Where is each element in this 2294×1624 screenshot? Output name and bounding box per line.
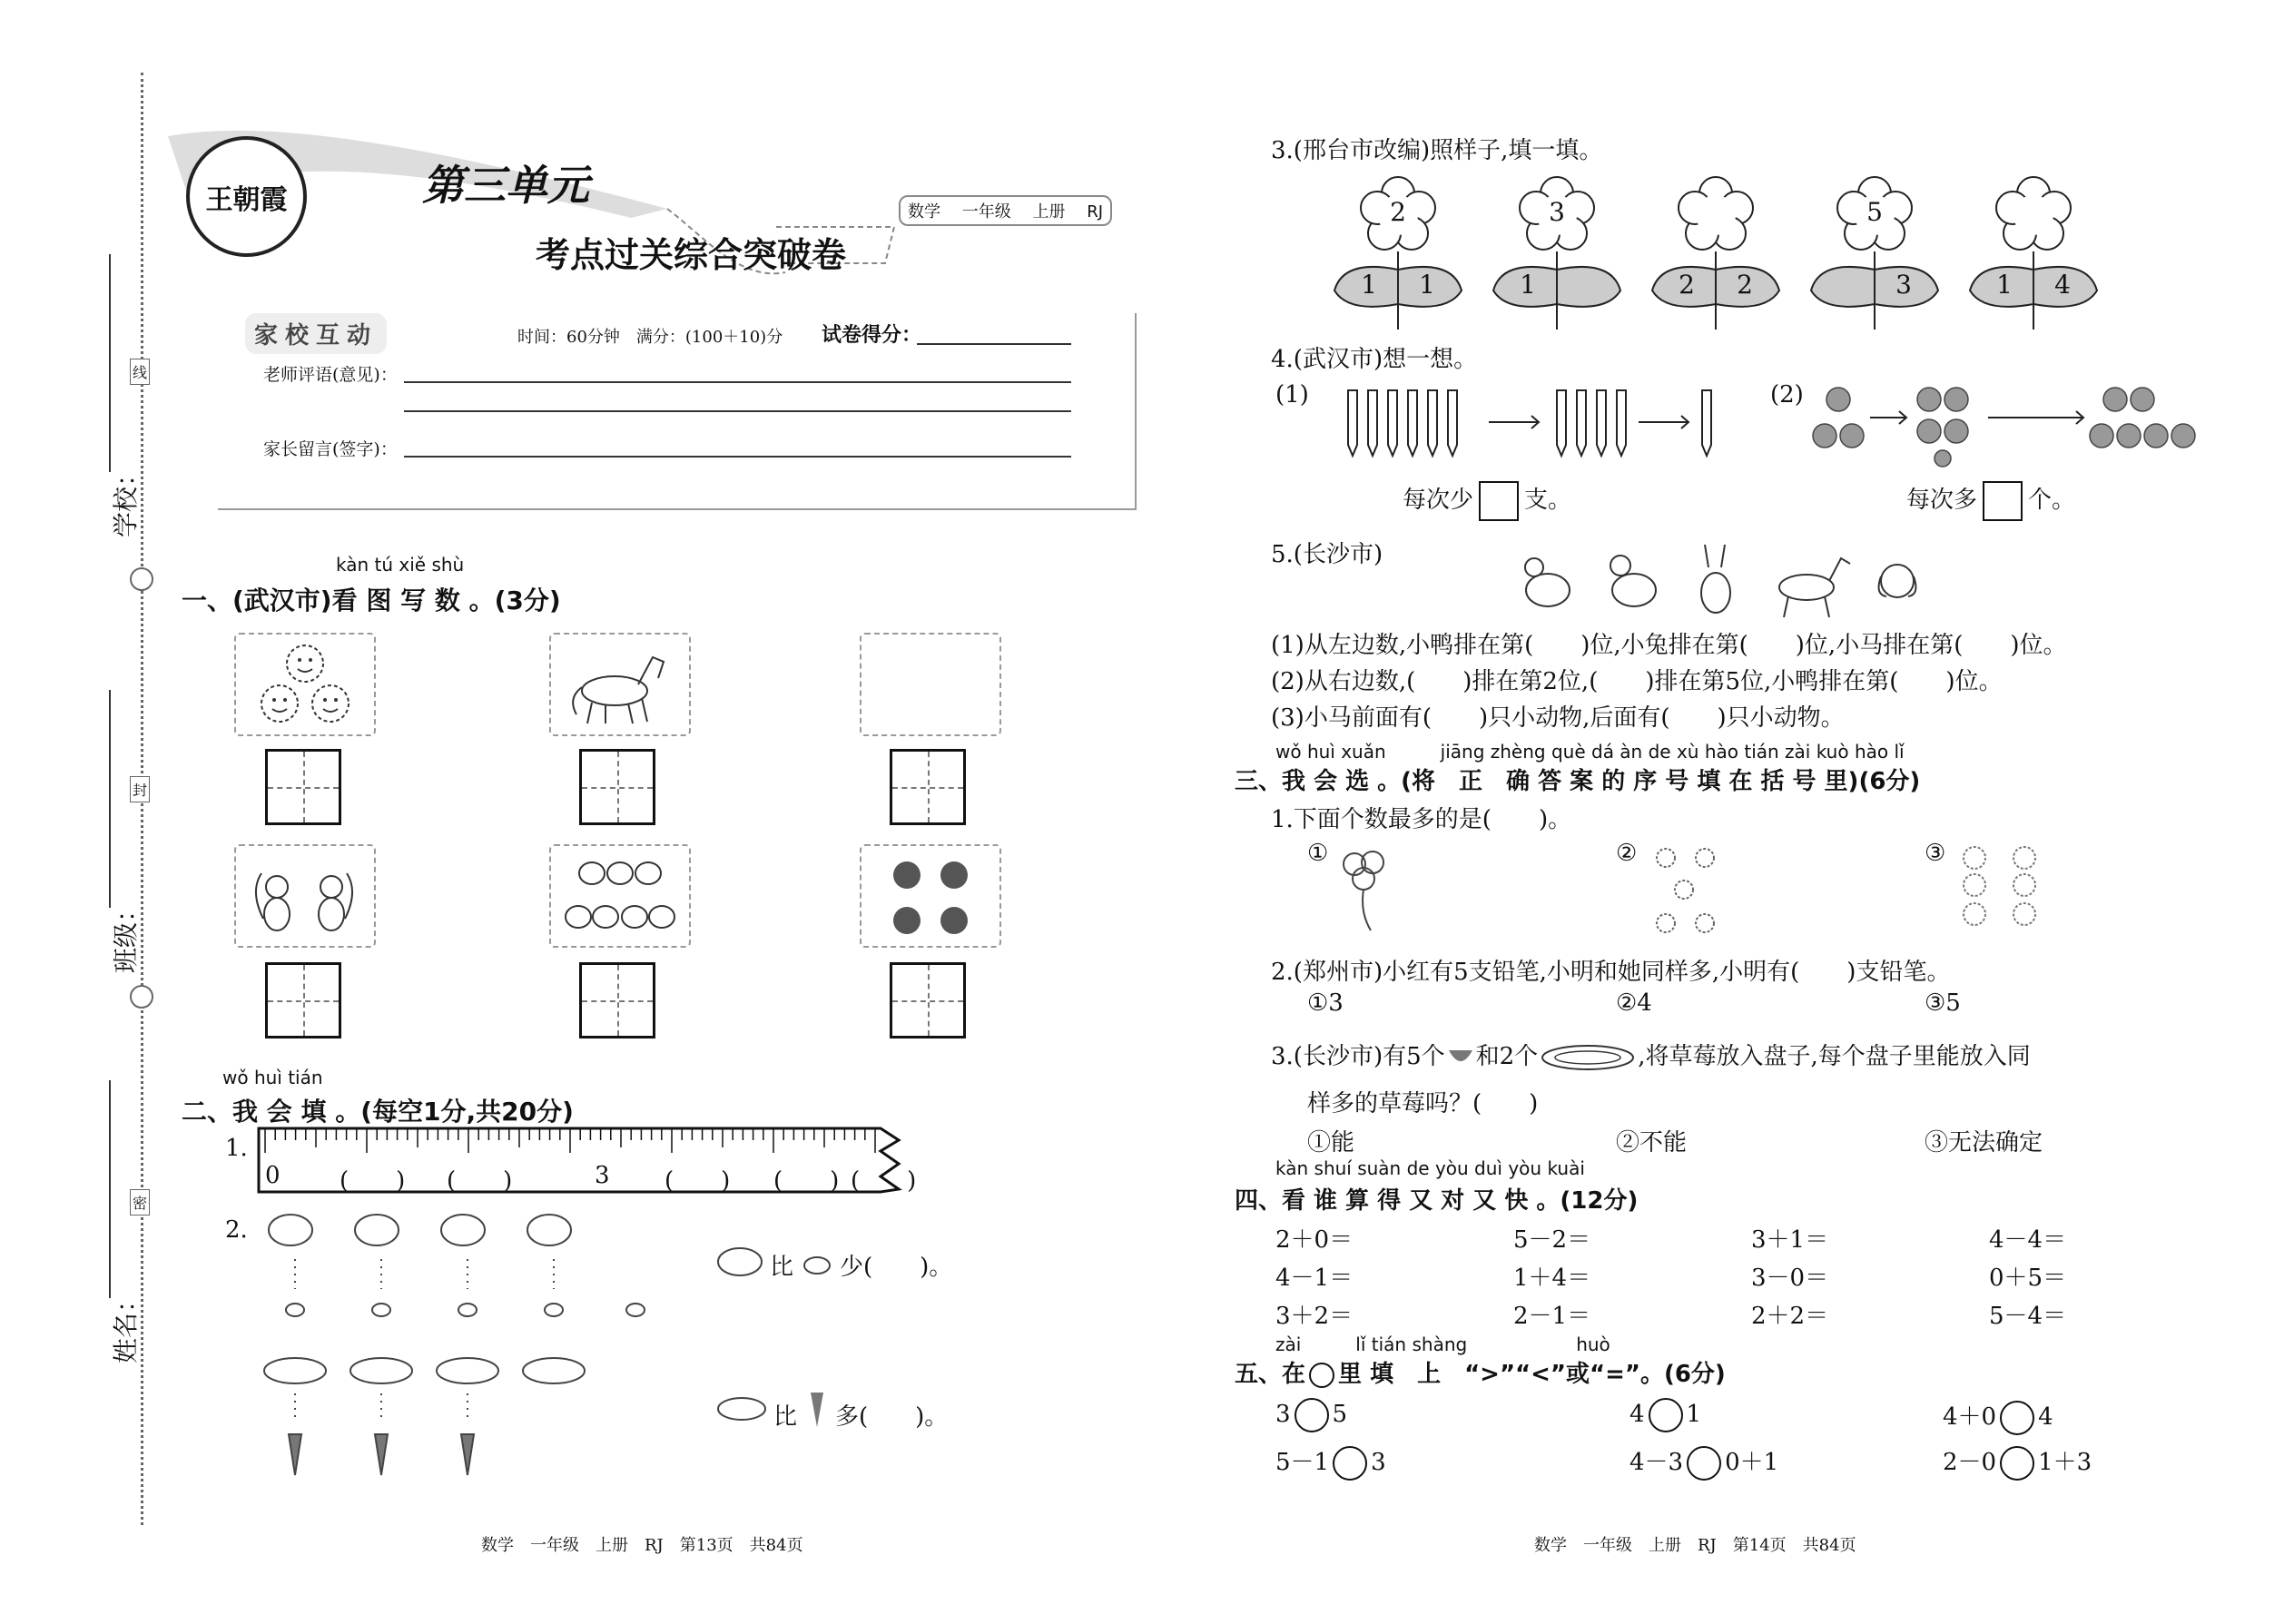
calc-item[interactable]: 1＋4＝	[1513, 1265, 1591, 1292]
compare-left: 5－1	[1275, 1449, 1330, 1476]
q5-line-1[interactable]: (1)从左边数,小鸭排在第( )位,小兔排在第( )位,小马排在第( )位。	[1271, 632, 2067, 659]
header-tags	[899, 195, 1112, 226]
flower-top-number: 3	[1549, 197, 1565, 227]
flower-1	[1330, 168, 1466, 331]
calc-item[interactable]: 3－0＝	[1751, 1265, 1829, 1292]
flower-top-number: 2	[1390, 197, 1406, 227]
compare-left: 4	[1629, 1401, 1645, 1428]
calc-item[interactable]: 0＋5＝	[1989, 1265, 2067, 1292]
teacher-comment-line-2[interactable]	[404, 410, 1071, 412]
s5-title-b: 里 填 上 “>”“<”或“=”。(6分)	[1338, 1361, 1726, 1388]
s3-q3	[1271, 1038, 2031, 1074]
compare-right: 0＋1	[1725, 1449, 1779, 1476]
compare1-worm-icon	[799, 1253, 835, 1278]
picture-pumpkins	[549, 844, 691, 948]
compare-item	[1629, 1443, 1778, 1481]
compare-circle[interactable]	[2000, 1401, 2034, 1435]
q5-line-3[interactable]: (3)小马前面有( )只小动物,后面有( )只小动物。	[1271, 704, 1845, 732]
flower-shape	[1648, 168, 1784, 331]
s3-q1[interactable]: 1.下面个数最多的是( )。	[1271, 806, 1572, 833]
class-field[interactable]	[86, 690, 142, 980]
calc-item[interactable]: 2－1＝	[1513, 1303, 1591, 1330]
flower-top-number: 5	[1866, 197, 1883, 227]
flowers-row	[1330, 168, 2120, 331]
footer-left: 数学 一年级 上册 RJ 第13页 共84页	[481, 1536, 803, 1555]
compare1-text	[770, 1248, 793, 1282]
score-blank[interactable]	[917, 343, 1071, 345]
binding-mark-1: 线	[130, 359, 150, 385]
compare-item	[1275, 1398, 1347, 1432]
s3-q2[interactable]: 2.(郑州市)小红有5支铅笔,小明和她同样多,小明有( )支铅笔。	[1271, 959, 1951, 986]
binding-circle-2	[130, 985, 153, 1009]
apples-diagram	[1811, 377, 2210, 468]
answer-grid-2[interactable]	[579, 749, 655, 825]
calc-item[interactable]: 5－2＝	[1513, 1226, 1591, 1254]
flower-left-number: 2	[1679, 270, 1695, 300]
s3-q1-opt3[interactable]: ③	[1925, 840, 1946, 867]
s3-q3-opt1[interactable]: ①能	[1307, 1129, 1355, 1156]
compare-circle[interactable]	[1333, 1446, 1367, 1481]
compare-right: 1＋3	[2038, 1449, 2092, 1476]
tag-edition: RJ	[1087, 202, 1104, 221]
compare2-bi: 比	[773, 1403, 798, 1431]
calc-item[interactable]: 4－1＝	[1275, 1265, 1354, 1292]
compare-item	[1629, 1398, 1701, 1432]
compare-circle[interactable]	[1687, 1446, 1721, 1481]
flower-shape	[1330, 168, 1466, 331]
school-label: 学校：	[111, 460, 142, 538]
s3-q2-opt3[interactable]: ③5	[1925, 989, 1961, 1017]
answer-grid-3[interactable]	[890, 749, 966, 825]
pencil-mark	[1702, 390, 1711, 456]
strawberry-icon	[1445, 1045, 1476, 1070]
pencil-mark	[1448, 390, 1457, 456]
s3-q3-opt3[interactable]: ③无法确定	[1925, 1129, 2043, 1156]
flower-right-number: 2	[1737, 270, 1753, 300]
answer-grid-4[interactable]	[265, 962, 341, 1038]
tag-subject: 数学	[908, 202, 940, 221]
compare-circle[interactable]	[2000, 1446, 2034, 1481]
answer-grid-1[interactable]	[265, 749, 341, 825]
compare-circle[interactable]	[1649, 1398, 1683, 1432]
calc-item[interactable]: 2＋2＝	[1751, 1303, 1829, 1330]
flower-left-number: 1	[1520, 270, 1536, 300]
compare-right: 1	[1686, 1401, 1702, 1428]
balloons-icon	[1334, 844, 1398, 935]
q4-2-ans-a: 每次多	[1906, 487, 1978, 514]
s3-q1-opt2[interactable]: ②	[1616, 840, 1638, 867]
s4-title: 四、看 谁 算 得 又 对 又 快 。(12分)	[1235, 1187, 1639, 1215]
compare-circle[interactable]	[1295, 1398, 1329, 1432]
flower-right-number: 3	[1895, 270, 1912, 300]
compare-left: 4＋0	[1943, 1403, 1997, 1431]
picture-smileys	[234, 633, 376, 736]
s2-q2-number: 2.	[225, 1216, 248, 1244]
s5-pinyin: zài lǐ tián shàng huò	[1275, 1334, 1610, 1355]
s4-pinyin: kàn shuí suàn de yòu duì yòu kuài	[1275, 1157, 1585, 1179]
pencil-mark	[1368, 390, 1377, 456]
s3-q2-opt2[interactable]: ②4	[1616, 989, 1652, 1017]
flower-5	[1965, 168, 2102, 331]
exam-meta: 时间：60分钟 满分：(100＋10)分	[517, 328, 783, 347]
suns-icon	[1643, 840, 1725, 940]
compare2-rabbit-icon	[713, 1389, 771, 1425]
ruler-blank-5[interactable]: ( )	[773, 1167, 840, 1195]
flower-shape	[1489, 168, 1625, 331]
footer-right: 数学 一年级 上册 RJ 第14页 共84页	[1534, 1536, 1856, 1555]
flower-left-number: 1	[1361, 270, 1377, 300]
ruler-blank-4[interactable]: ( )	[665, 1167, 731, 1195]
pencil-mark	[1617, 390, 1626, 456]
flower-shape	[1965, 168, 2102, 331]
s3-pinyin: wǒ huì xuǎn jiāng zhèng què dá àn de xù hào tián zài kuò hào lǐ	[1275, 741, 1905, 763]
s2-pinyin: wǒ huì tián	[222, 1067, 323, 1088]
compare2-text	[773, 1398, 797, 1432]
r-q3: 3.(邢台市改编)照样子,填一填。	[1271, 137, 1603, 164]
name-field[interactable]	[86, 1080, 142, 1371]
s3-q3-c: ,将草莓放入盘子,每个盘子里能放入同	[1638, 1043, 2031, 1070]
s2-q1-number: 1.	[225, 1135, 248, 1162]
compare-right: 5	[1332, 1401, 1348, 1428]
compare-left: 2－0	[1943, 1449, 1997, 1476]
teacher-comment-line-1[interactable]	[404, 381, 1071, 383]
s2-title: 二、我 会 填 。(每空1分,共20分)	[182, 1097, 574, 1127]
calc-grid	[1275, 1221, 2111, 1339]
s3-q3-line2[interactable]: 样多的草莓吗？( )	[1307, 1090, 1539, 1117]
teacher-comment-label: 老师评语(意见)：	[263, 365, 398, 385]
ruler-blank-6[interactable]: ( )	[851, 1167, 917, 1195]
ruler-blank-2[interactable]: ( )	[447, 1167, 513, 1195]
flower-right-number: 1	[1419, 270, 1435, 300]
compare-right: 3	[1371, 1449, 1386, 1476]
parent-note-line[interactable]	[404, 456, 1071, 458]
r-q5: 5.(长沙市)	[1271, 541, 1383, 568]
calc-item[interactable]: 5－4＝	[1989, 1303, 2067, 1330]
calc-item[interactable]: 3＋2＝	[1275, 1303, 1354, 1330]
compare1-chick-icon	[713, 1244, 767, 1280]
compare1-blank[interactable]: 少( )。	[840, 1254, 953, 1281]
s3-q3-b: 和2个	[1475, 1043, 1539, 1070]
tag-volume: 上册	[1032, 202, 1066, 221]
pencil-mark	[1597, 390, 1606, 456]
logo-text: 王朝霞	[205, 183, 288, 216]
school-field[interactable]	[86, 254, 142, 545]
compare-left: 4－3	[1629, 1449, 1684, 1476]
class-label: 班级：	[111, 896, 142, 974]
s3-q3-a: 3.(长沙市)有5个	[1271, 1043, 1445, 1070]
flower-left-number: 1	[1996, 270, 2013, 300]
compare-grid	[1275, 1398, 2111, 1498]
pencil-mark	[1388, 390, 1397, 456]
flower-right-number: 4	[2054, 270, 2071, 300]
binding-circle-1	[130, 567, 153, 591]
s3-q3-opt2[interactable]: ②不能	[1616, 1129, 1688, 1156]
tag-grade: 一年级	[961, 202, 1011, 221]
compare-item	[1943, 1398, 2053, 1435]
q4-1-ans-a: 每次少	[1403, 487, 1474, 514]
binding-mark-2: 封	[130, 776, 150, 802]
plate-icon	[1538, 1041, 1638, 1074]
flower-2	[1489, 168, 1625, 331]
compare-left: 3	[1275, 1401, 1291, 1428]
q4-2-answer-box[interactable]	[1983, 481, 2023, 521]
pencil-mark	[1557, 390, 1566, 456]
ruler-blank-1[interactable]: ( )	[340, 1167, 406, 1195]
calc-item[interactable]: 4－4＝	[1989, 1226, 2067, 1254]
animals-row	[1507, 540, 1934, 622]
s1-pinyin: kàn tú xiě shù	[336, 554, 465, 576]
compare-item	[1275, 1443, 1386, 1481]
r-q4-1-answer	[1403, 481, 1571, 521]
pencil-mark	[1408, 390, 1417, 456]
picture-horse	[549, 633, 691, 736]
r-q4: 4.(武汉市)想一想。	[1271, 346, 1478, 373]
logo-seal	[186, 136, 307, 257]
flower-shape	[1807, 168, 1943, 331]
s5-title	[1235, 1355, 1726, 1389]
score-label: 试卷得分：	[822, 323, 922, 347]
calc-item[interactable]: 3＋1＝	[1751, 1226, 1829, 1254]
ruler-label-3: 3	[595, 1162, 610, 1189]
r-q4-2-answer	[1906, 481, 2075, 521]
compare-right: 4	[2038, 1403, 2053, 1431]
compare2-blank[interactable]: 多( )。	[835, 1403, 949, 1431]
compare2-carrot-icon	[803, 1389, 831, 1431]
s3-q2-opt1[interactable]: ①3	[1307, 989, 1344, 1017]
compare1-bi: 比	[770, 1254, 794, 1281]
picture-squirrels	[234, 844, 376, 948]
q4-1-answer-box[interactable]	[1479, 481, 1519, 521]
ruler-labels	[265, 1162, 917, 1195]
s3-title: 三、我 会 选 。(将 正 确 答 案 的 序 号 填 在 括 号 里)(6分)	[1235, 768, 1921, 795]
q4-2-ans-b: 个。	[2028, 487, 2076, 514]
name-label: 姓名：	[111, 1286, 142, 1364]
answer-grid-6[interactable]	[890, 962, 966, 1038]
q5-line-2[interactable]: (2)从右边数,( )排在第2位,( )排在第5位,小鸭排在第( )位。	[1271, 668, 2003, 695]
compare-item	[1943, 1443, 2092, 1481]
s5-title-a: 五、在	[1235, 1361, 1306, 1388]
ruler-label-0: 0	[265, 1162, 281, 1189]
calc-item[interactable]: 2＋0＝	[1275, 1226, 1354, 1254]
pencil-mark	[1348, 390, 1357, 456]
s1-title: 一、(武汉市)看 图 写 数 。(3分)	[182, 586, 561, 615]
squirrels-icon	[1952, 840, 2061, 930]
r-q4-1-label: (1)	[1275, 381, 1309, 408]
home-school-badge: 家校互动	[245, 313, 387, 354]
picture-empty	[860, 633, 1001, 736]
unit-title: 第三单元	[422, 161, 589, 210]
answer-grid-5[interactable]	[579, 962, 655, 1038]
flower-3	[1648, 168, 1784, 331]
pencils-diagram	[1339, 381, 1738, 463]
pencil-mark	[1428, 390, 1437, 456]
r-q4-2-label: (2)	[1770, 381, 1804, 408]
s5-title-circle	[1309, 1363, 1334, 1388]
flower-4	[1807, 168, 1943, 331]
chicks-worms-rabbits-carrots	[254, 1203, 672, 1484]
pencil-mark	[1577, 390, 1586, 456]
exam-subtitle: 考点过关综合突破卷	[536, 234, 847, 275]
s3-q1-opt1[interactable]: ①	[1307, 840, 1329, 867]
q4-1-ans-b: 支。	[1524, 487, 1572, 514]
picture-apples	[860, 844, 1001, 948]
parent-note-label: 家长留言(签字)：	[263, 439, 398, 459]
binding-mark-3: 密	[130, 1189, 150, 1216]
